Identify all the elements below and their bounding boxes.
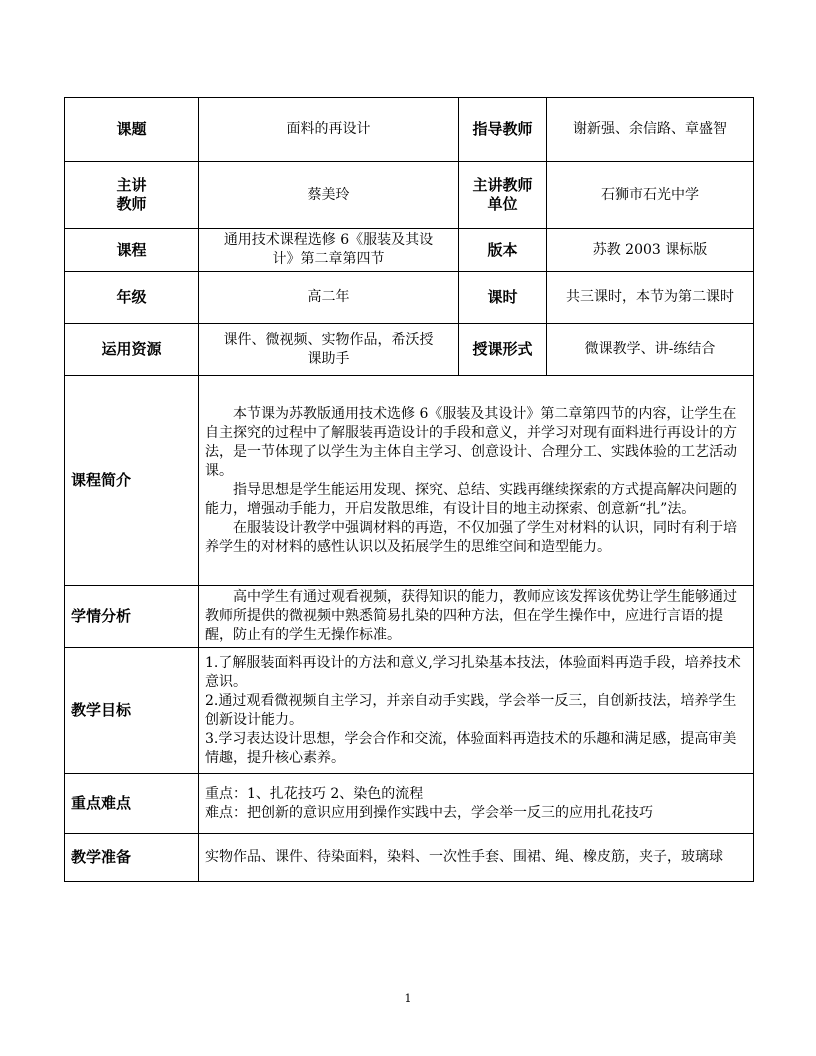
row-course (65, 229, 754, 272)
teacher-value: 蔡美玲 (199, 162, 459, 229)
course-value-line1: 通用技术课程选修 6《服装及其设 (223, 232, 434, 248)
row-topic (65, 98, 754, 162)
topic-value: 面料的再设计 (199, 98, 459, 162)
goal-item-1: 1.了解服装面料再设计的方法和意义,学习扎染基本技法，体验面料再造手段，培养技术意识。 (205, 654, 741, 690)
analysis-label: 学情分析 (65, 586, 199, 648)
row-intro (65, 376, 754, 586)
page-number: 1 (404, 992, 412, 1005)
goals-content (199, 648, 754, 774)
course-label: 课程 (65, 229, 199, 272)
analysis-content (199, 586, 754, 648)
row-resources (65, 324, 754, 376)
preparation-content: 实物作品、课件、待染面料，染料、一次性手套、围裙、绳、橡皮筋，夹子，玻璃球 (199, 834, 754, 882)
goal-item-3: 3.学习表达设计思想，学会合作和交流，体验面料再造技术的乐趣和满足感，提高审美情趣，提升核心素养。 (205, 730, 737, 766)
key-point-item-1: 重点：1、扎花技巧 2、染色的流程 (205, 785, 424, 802)
intro-paragraph-1: 本节课为苏教版通用技术选修 6《服装及其设计》第二章第四节的内容，让学生在自主探究的过程中了解服装再造设计的手段和意义，并学习对现有面料进行再设计的方法，是一节体现了以学生为主体自主学习、创意设计、合理分工、实践体验的工艺活动课。 (205, 405, 737, 479)
course-value-line2: 计》第二章第四节 (272, 251, 385, 267)
edition-label: 版本 (459, 229, 547, 272)
intro-content (199, 376, 754, 586)
periods-label: 课时 (459, 272, 547, 324)
teacher-unit-value: 石狮市石光中学 (547, 162, 754, 229)
key-points-content (199, 774, 754, 834)
lesson-plan-table (64, 97, 754, 882)
intro-label: 课程简介 (65, 376, 199, 586)
resources-value-line1: 课件、微视频、实物作品，希沃授 (223, 331, 434, 348)
supervisor-label: 指导教师 (459, 98, 547, 162)
analysis-paragraph-1: 高中学生有通过观看视频，获得知识的能力，教师应该发挥该优势让学生能够通过教师所提供的微视频中熟悉简易扎染的四种方法，但在学生操作中，应进行言语的提醒，防止有的学生无操作标准。 (205, 589, 737, 643)
intro-paragraph-3: 在服装设计教学中强调材料的再造，不仅加强了学生对材料的认识，同时有利于培养学生的对材料的感性认识以及拓展学生的思维空间和造型能力。 (205, 519, 737, 555)
course-value (199, 229, 459, 272)
intro-paragraph-2: 指导思想是学生能运用发现、探究、总结、实践再继续探索的方式提高解决问题的能力，增强动手能力，开启发散思维，有设计目的地主动探索、创意新“扎”法。 (205, 481, 737, 517)
row-grade (65, 272, 754, 324)
row-teacher (65, 162, 754, 229)
row-preparation (65, 834, 754, 882)
teacher-label-line1: 主讲 (116, 176, 147, 194)
resources-value-line2: 课助手 (307, 350, 350, 367)
supervisor-value: 谢新强、余信路、章盛智 (547, 98, 754, 162)
goals-label: 教学目标 (65, 648, 199, 774)
teaching-form-value: 微课教学、讲-练结合 (547, 324, 754, 376)
grade-label: 年级 (65, 272, 199, 324)
teacher-unit-label-line1: 主讲教师 (472, 176, 533, 194)
key-points-label: 重点难点 (65, 774, 199, 834)
resources-value (199, 324, 459, 376)
goal-item-2: 2.通过观看微视频自主学习，并亲自动手实践，学会举一反三，自创新技法，培养学生创新设计能力。 (205, 692, 737, 728)
preparation-label: 教学准备 (65, 834, 199, 882)
edition-value: 苏教 2003 课标版 (547, 229, 754, 272)
teaching-form-label: 授课形式 (459, 324, 547, 376)
key-point-item-2: 难点：把创新的意识应用到操作实践中去，学会举一反三的应用扎花技巧 (205, 804, 653, 821)
teacher-label (65, 162, 199, 229)
row-analysis (65, 586, 754, 648)
teacher-label-line2: 教师 (116, 195, 147, 213)
teacher-unit-label (459, 162, 547, 229)
teacher-unit-label-line2: 单位 (487, 195, 518, 213)
topic-label: 课题 (65, 98, 199, 162)
row-goals (65, 648, 754, 774)
grade-value: 高二年 (199, 272, 459, 324)
row-key-points (65, 774, 754, 834)
periods-value: 共三课时，本节为第二课时 (547, 272, 754, 324)
resources-label: 运用资源 (65, 324, 199, 376)
